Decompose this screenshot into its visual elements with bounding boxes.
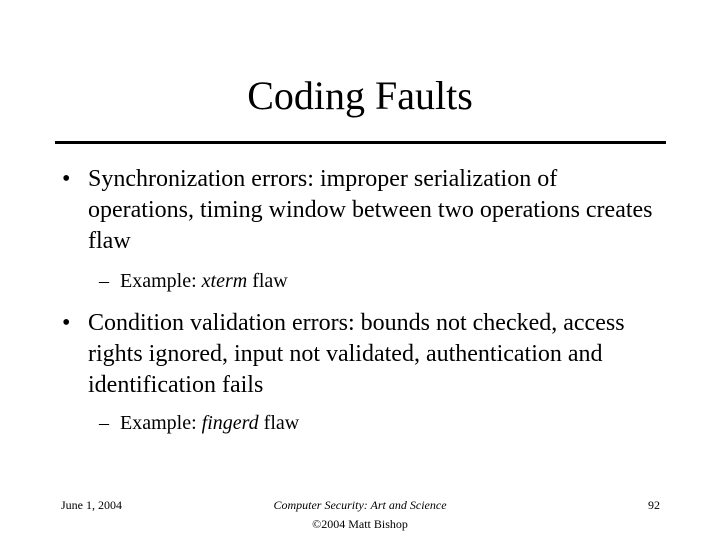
sub-bullet-prefix: Example: — [120, 412, 197, 434]
sub-bullet-italic-term: fingerd — [201, 412, 259, 434]
bullet-condition-validation-errors — [62, 308, 662, 401]
slide-title: Coding Faults — [247, 73, 473, 118]
bullet-marker: • — [62, 310, 71, 336]
bullet-synchronization-errors — [62, 164, 662, 257]
sub-bullet-suffix: flaw — [263, 412, 300, 434]
footer-date: June 1, 2004 — [61, 498, 122, 512]
bullet-text: Synchronization errors: improper serialization of operations, timing window between two operations creates flaw — [88, 166, 653, 254]
sub-bullet-dash: – — [99, 412, 109, 434]
sub-bullet-dash: – — [99, 270, 109, 292]
sub-bullet-fingerd-example — [99, 410, 299, 436]
footer-copyright: ©2004 Matt Bishop — [312, 517, 408, 531]
sub-bullet-italic-term: xterm — [201, 270, 248, 292]
sub-bullet-suffix: flaw — [252, 270, 288, 292]
bullet-marker: • — [62, 166, 71, 192]
title-divider — [55, 141, 666, 144]
sub-bullet-prefix: Example: — [120, 270, 197, 292]
footer-source — [220, 496, 500, 534]
slide-number: 92 — [648, 498, 660, 512]
sub-bullet-xterm-example — [99, 268, 288, 294]
bullet-text: Condition validation errors: bounds not checked, access rights ignored, input not validated, authentication and identification fails — [88, 310, 625, 398]
footer-book-title: Computer Security: Art and Science — [273, 498, 447, 512]
